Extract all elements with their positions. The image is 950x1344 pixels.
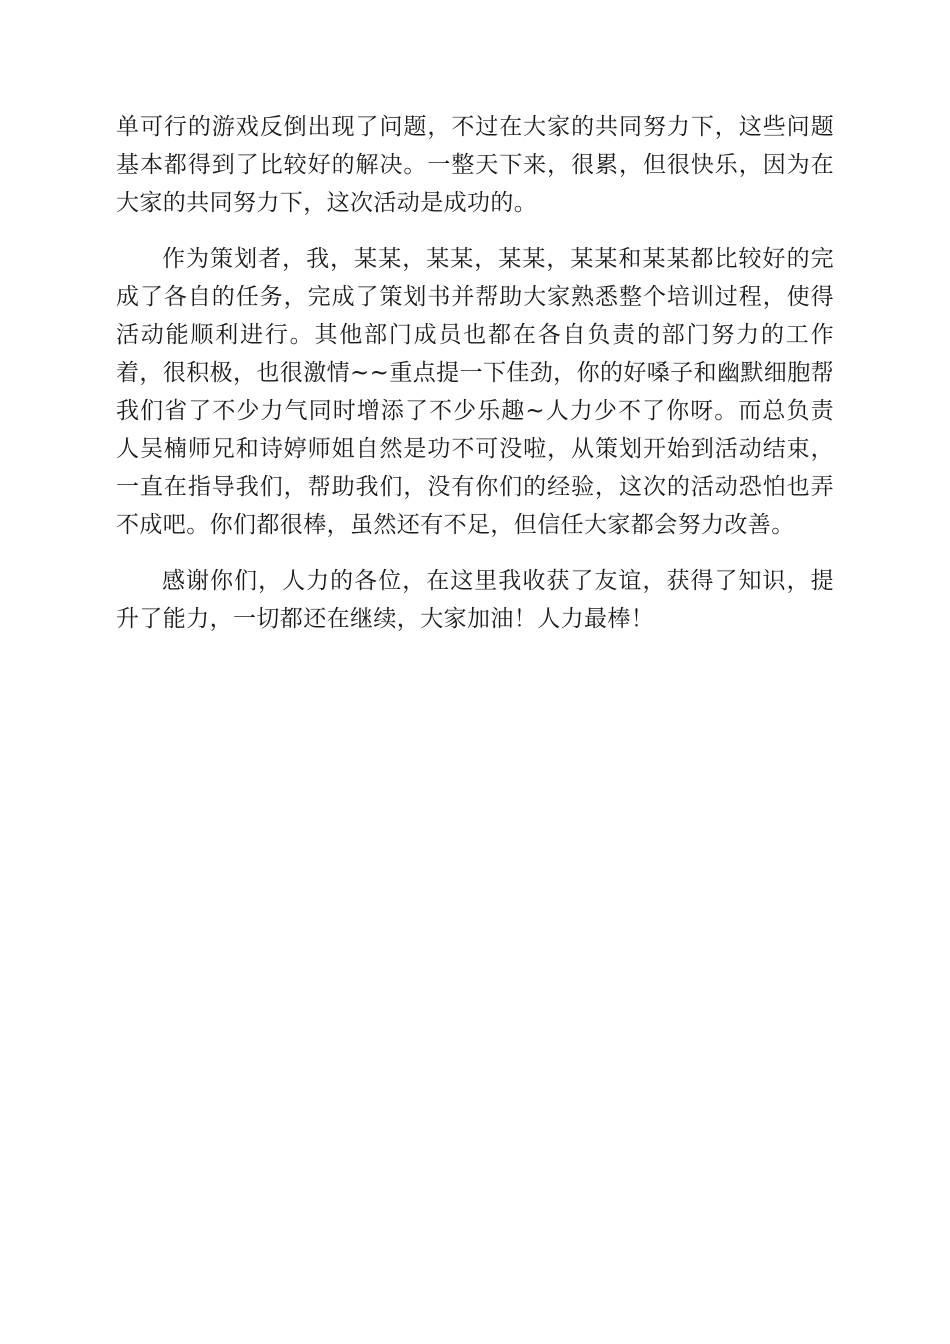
paragraph-planning-team: 作为策划者，我，某某，某某，某某，某某和某某都比较好的完成了各自的任务，完成了策划书并帮助大家熟悉整个培训过程，使得活动能顺利进行。其他部门成员也都在各自负责的部门努力的工作着，很积极，也很激情~~重点提一下佳劲，你的好嗓子和幽默细胞帮我们省了不少力气同时增添了不少乐趣~人力少不了你呀。而总负责人吴楠师兄和诗婷师姐自然是功不可没啦，从策划开始到活动结束，一直在指导我们，帮助我们，没有你们的经验，这次的活动恐怕也弄不成吧。你们都很棒，虽然还有不足，但信任大家都会努力改善。 — [116, 246, 834, 538]
paragraph-thanks: 感谢你们，人力的各位，在这里我收获了友谊，获得了知识，提升了能力，一切都还在继续，大家加油！人力最棒！ — [116, 568, 834, 632]
paragraph-continuation: 单可行的游戏反倒出现了问题，不过在大家的共同努力下，这些问题基本都得到了比较好的解决。一整天下来，很累，但很快乐，因为在大家的共同努力下，这次活动是成功的。 — [116, 114, 834, 216]
document-body — [116, 108, 834, 656]
